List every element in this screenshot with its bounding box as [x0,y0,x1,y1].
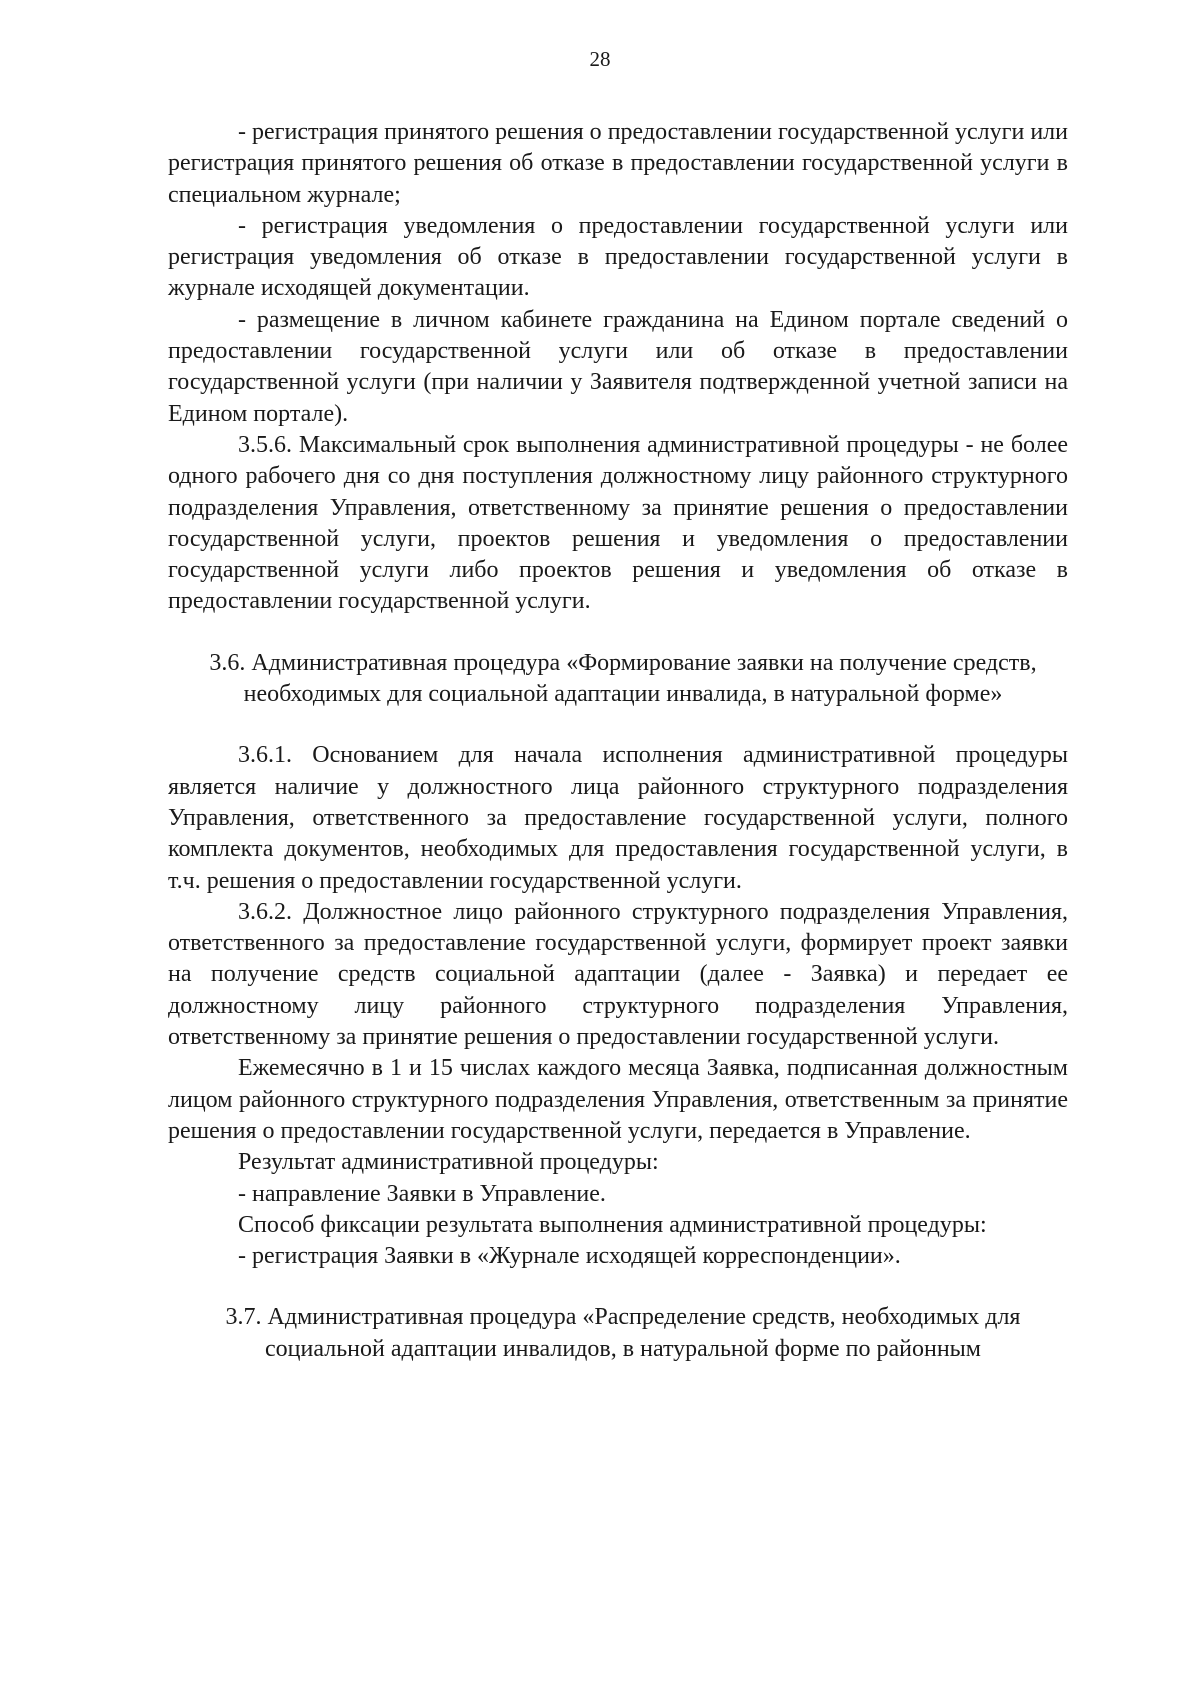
section-heading-3-6: 3.6. Административная процедура «Формирование заявки на получение средств, необходимых для социальной адаптации инвалида, в натуральной форме» [209,649,1037,708]
paragraph-result-item: - направление Заявки в Управление. [238,1180,606,1207]
page-number: 28 [589,47,611,71]
paragraph-fixation-item: - регистрация Заявки в «Журнале исходящей корреспонденции». [238,1243,901,1270]
paragraph-3-6-1: 3.6.1. Основанием для начала исполнения административной процедуры является наличие у должностного лица районного структурного подразделения Управления, ответственного за предоставление государственной услуги, полного комплекта документов, необходимых для предоставления государственной услуги, в т.ч. решения о предоставлении государственной услуги. [168,742,1068,894]
paragraph-fixation-label: Способ фиксации результата выполнения административной процедуры: [238,1211,987,1238]
paragraph-registration-notice: - регистрация уведомления о предоставлении государственной услуги или регистрация уведомления об отказе в предоставлении государственной услуги в журнале исходящей документации. [168,212,1068,302]
paragraph-3-5-6: 3.5.6. Максимальный срок выполнения административной процедуры - не более одного рабочего дня со дня поступления должностному лицу районного структурного подразделения Управления, ответственному за принятие решения о предоставлении государственной услуги, проектов решения и уведомления о предоставлении государственной услуги либо проектов решения и уведомления об отказе в предоставлении государственной услуги. [168,431,1068,615]
paragraph-portal-placement: - размещение в личном кабинете гражданина на Едином портале сведений о предоставлении государственной услуги или об отказе в предоставлении государственной услуги (при наличии у Заявителя подтвержденной учетной записи на Едином портале). [168,306,1068,427]
section-heading-3-7: 3.7. Административная процедура «Распределение средств, необходимых для социальной адаптации инвалидов, в натуральной форме по районным [225,1304,1021,1362]
paragraph-result-label: Результат административной процедуры: [238,1149,659,1176]
paragraph-3-6-2: 3.6.2. Должностное лицо районного структурного подразделения Управления, ответственного за предоставление государственной услуги, формирует проект заявки на получение средств социальной адаптации (далее - Заявка) и передает ее должностному лицу районного структурного подразделения Управления, ответственному за принятие решения о предоставлении государственной услуги. [168,898,1068,1051]
document-body [168,117,1068,1365]
paragraph-registration-decision: - регистрация принятого решения о предоставлении государственной услуги или регистрация принятого решения об отказе в предоставлении государственной услуги в специальном журнале; [168,119,1068,208]
paragraph-monthly-request: Ежемесячно в 1 и 15 числах каждого месяца Заявка, подписанная должностным лицом районного структурного подразделения Управления, ответственным за принятие решения о предоставлении государственной услуги, передается в Управление. [168,1055,1068,1144]
